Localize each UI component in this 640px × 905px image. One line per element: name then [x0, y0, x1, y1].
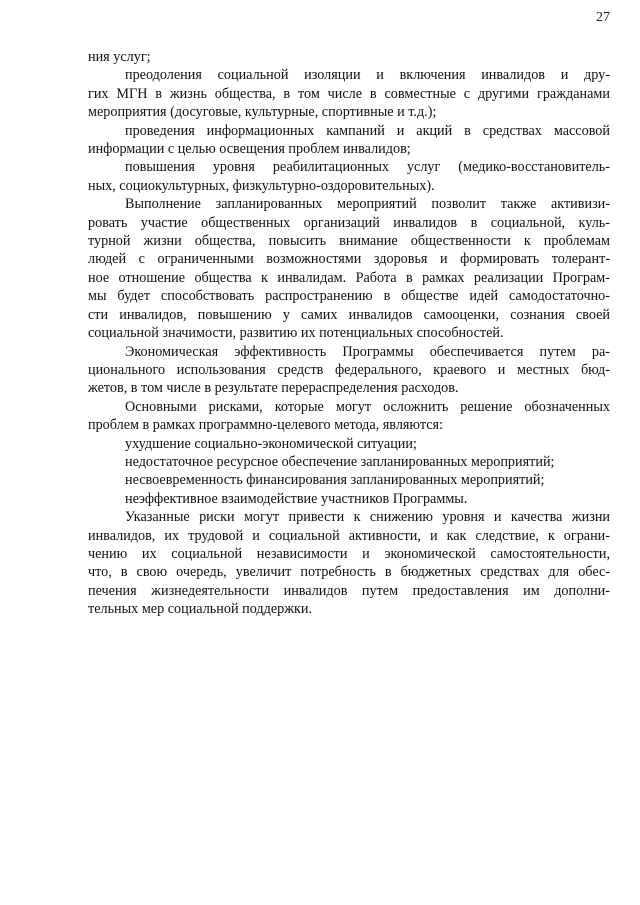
text-line-content: тельных мер социальной поддержки. [88, 601, 313, 618]
text-line-content: ное отношение общества к инвалидам. Работа в рамках реализации Програм- [88, 269, 610, 286]
text-line [88, 563, 610, 581]
paragraph [88, 158, 610, 195]
text-line-content: Экономическая эффективность Программы обеспечивается путем ра- [125, 343, 610, 360]
paragraph [88, 195, 610, 342]
text-line-content: информации с целью освещения проблем инвалидов; [88, 141, 411, 158]
text-line [88, 435, 610, 453]
text-line-content: ровать участие общественных организаций инвалидов в социальной, куль- [88, 214, 610, 231]
text-line [88, 103, 610, 121]
text-line-content: проведения информационных кампаний и акций в средствах массовой [125, 122, 610, 139]
text-line [88, 287, 610, 305]
text-line-content: турной жизни общества, повысить внимание общественности к проблемам [88, 233, 610, 250]
text-line-content: ния услуг; [88, 49, 151, 65]
text-line-content: ных, социокультурных, физкультурно-оздоровительных). [88, 177, 435, 194]
text-line [88, 66, 610, 84]
text-line-content: мероприятия (досуговые, культурные, спортивные и т.д.); [88, 104, 437, 121]
text-line-content: печения жизнедеятельности инвалидов путем предоставления им дополни- [88, 582, 610, 599]
paragraph [88, 508, 610, 618]
text-line-content: социальной значимости, развитию их потенциальных способностей. [88, 325, 504, 342]
text-line [88, 490, 610, 508]
text-line [88, 379, 610, 397]
text-line [88, 343, 610, 361]
text-line [88, 527, 610, 545]
text-line-content: проблем в рамках программно-целевого метода, являются: [88, 417, 443, 434]
text-line-content: ухудшение социально-экономической ситуации; [125, 435, 417, 452]
paragraph [88, 398, 610, 435]
document-body [88, 48, 610, 619]
text-line-content: мы будет способствовать распространению в обществе идей самодостаточно- [88, 288, 610, 305]
text-line [88, 48, 610, 66]
text-line [88, 361, 610, 379]
text-line [88, 324, 610, 342]
text-line [88, 269, 610, 287]
text-line [88, 85, 610, 103]
text-line [88, 306, 610, 324]
text-line [88, 195, 610, 213]
text-line [88, 471, 610, 489]
paragraph [88, 435, 610, 453]
text-line-content: чению их социальной независимости и экономической самостоятельности, [88, 545, 610, 562]
text-line [88, 453, 610, 471]
text-line-content: Основными рисками, которые могут осложнить решение обозначенных [125, 398, 610, 415]
paragraph [88, 66, 610, 121]
text-line [88, 158, 610, 176]
paragraph [88, 471, 610, 489]
text-line-content: гих МГН в жизнь общества, в том числе в совместные с другими гражданами [88, 85, 610, 102]
text-line-content: преодоления социальной изоляции и включения инвалидов и дру- [125, 67, 610, 84]
text-line-content: жетов, в том числе в результате перераспределения расходов. [88, 380, 459, 397]
text-line [88, 177, 610, 195]
text-line [88, 508, 610, 526]
text-line [88, 122, 610, 140]
paragraph [88, 453, 610, 471]
page-number: 27 [596, 10, 610, 25]
text-line [88, 214, 610, 232]
text-line-content: Выполнение запланированных мероприятий позволит также активизи- [125, 196, 610, 213]
text-line-content: что, в свою очередь, увеличит потребность в бюджетных средствах для обес- [88, 564, 610, 581]
text-line-content: людей с ограниченными возможностями здоровья и формировать толерант- [88, 251, 610, 268]
paragraph [88, 122, 610, 159]
text-line [88, 398, 610, 416]
text-line-content: повышения уровня реабилитационных услуг (медико-восстановитель- [125, 159, 610, 176]
paragraph [88, 343, 610, 398]
text-line-content: недостаточное ресурсное обеспечение запланированных мероприятий; [125, 453, 555, 470]
paragraph [88, 48, 610, 66]
text-line-content: неэффективное взаимодействие участников Программы. [125, 490, 468, 507]
text-line-content: сти инвалидов, повышению у самих инвалидов самооценки, сознания своей [88, 306, 610, 323]
text-line-content: Указанные риски могут привести к снижению уровня и качества жизни [125, 509, 610, 526]
text-line [88, 140, 610, 158]
text-line [88, 232, 610, 250]
text-line [88, 545, 610, 563]
text-line-content: инвалидов, их трудовой и социальной активности, и как следствие, к ограни- [88, 527, 610, 544]
text-line-content: ционального использования средств федерального, краевого и местных бюд- [88, 361, 610, 378]
text-line [88, 250, 610, 268]
text-line [88, 582, 610, 600]
text-line-content: несвоевременность финансирования запланированных мероприятий; [125, 472, 545, 489]
paragraph [88, 490, 610, 508]
text-line [88, 600, 610, 618]
text-line [88, 416, 610, 434]
